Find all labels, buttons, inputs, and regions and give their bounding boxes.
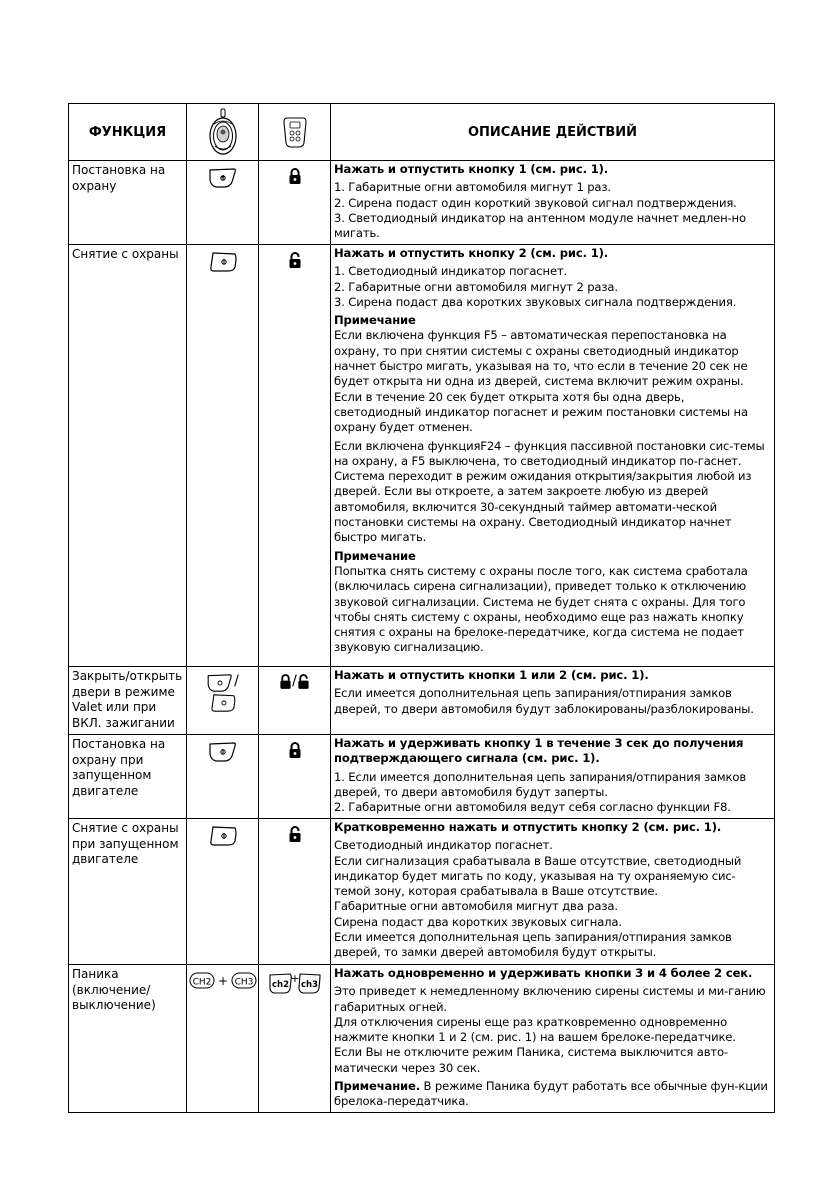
padlock-closed-icon	[279, 673, 292, 690]
description-line: Для отключения сирены еще раз кратковременно одновременно нажмите кнопки 1 и 2 (см. рис. 1) на вашем брелоке-передатчике.	[334, 1014, 736, 1045]
button-label-ch3: ch3	[300, 980, 318, 990]
pager-button-cell	[259, 161, 331, 245]
instruction: Кратковременно нажать и отпустить кнопку 2 (см. рис. 1).	[334, 820, 722, 834]
pager-button-cell	[259, 667, 331, 735]
description	[331, 245, 775, 667]
padlock-open-icon	[297, 673, 310, 690]
button-cell	[187, 965, 259, 1113]
instruction: Нажать и отпустить кнопку 1 (см. рис. 1).	[334, 162, 609, 176]
instruction: Нажать и отпустить кнопки 1 или 2 (см. рис. 1).	[334, 668, 649, 682]
table-row	[69, 735, 775, 819]
note-text: Если включена функцияF24 – функция пассивной постановки сис-темы на охрану, а F5 выключена, то светодиодный индикатор по-гаснет. Система переходит в режим ожидания открытия/закрытия любой из дверей. Если вы откроете, а затем закроете любую из дверей автомобиля, включится 30-секундный таймер автомати-ческой постановки системы на охрану. Светодиодный индикатор начнет быстро мигать.	[334, 438, 765, 545]
button-1-icon	[208, 167, 238, 189]
slash-separator: /	[292, 673, 297, 689]
functions-table	[68, 103, 775, 1113]
pager-button-cell	[259, 245, 331, 667]
padlock-open-icon	[288, 825, 302, 843]
header-remote-1	[187, 104, 259, 161]
table-row	[69, 819, 775, 965]
pager-button-cell	[259, 965, 331, 1113]
button-cell	[187, 819, 259, 965]
table-row	[69, 245, 775, 667]
description-line: Если имеется дополнительная цепь запирания/отпирания замков дверей, то двери автомобиля будут заблокированы/разблокированы.	[334, 686, 754, 716]
table-row	[69, 161, 775, 245]
table-header-row	[69, 104, 775, 161]
plus-sign: +	[289, 972, 300, 985]
header-function: ФУНКЦИЯ	[69, 104, 187, 161]
description	[331, 735, 775, 819]
button-2-icon	[208, 825, 238, 847]
description-line: Если имеется дополнительная цепь запирания/отпирания замков дверей, то замки дверей автомобиля будут открыты.	[334, 930, 732, 960]
button-1-icon	[208, 741, 238, 763]
description	[331, 819, 775, 965]
description-line: 2. Габаритные огни автомобиля мигнут 2 раза.	[334, 279, 618, 294]
header-remote-2	[259, 104, 331, 161]
button-label-ch2: CH2	[192, 977, 211, 988]
description-line: 3. Сирена подаст два коротких звуковых сигнала подтверждения.	[334, 294, 737, 309]
padlock-closed-icon	[288, 741, 302, 759]
button-cell	[187, 245, 259, 667]
description-line: Светодиодный индикатор погаснет.	[334, 838, 553, 853]
note-heading: Примечание	[334, 313, 416, 328]
description-line: 1. Если имеется дополнительная цепь запирания/отпирания замков дверей, то двери автомобиля будут заперты.	[334, 769, 747, 799]
button-2-icon	[208, 251, 238, 273]
function-name: Снятие с охраны	[69, 245, 187, 667]
note-text: Попытка снять систему с охраны после того, как система сработала (включилась сирена сигнализации), приведет только к отключению звуковой сигнализации. Система не будет снята с охраны. Для того чтобы снять систему с охраны, необходимо еще раз нажать кнопку снятия с охраны на брелоке-передатчике, когда система не подает звуковую сигнализацию.	[334, 563, 748, 655]
description-line: 1. Светодиодный индикатор погаснет.	[334, 264, 568, 279]
description	[331, 667, 775, 735]
note-heading: Примечание.	[334, 1079, 420, 1094]
instruction: Нажать одновременно и удерживать кнопки 3 и 4 более 2 сек.	[334, 966, 753, 980]
plus-sign: +	[217, 974, 228, 988]
pager-button-cell	[259, 819, 331, 965]
note-heading: Примечание	[334, 548, 416, 563]
function-name: Снятие с охраны при запущенном двигателе	[69, 819, 187, 965]
panic-buttons-icon	[189, 971, 257, 991]
pager-button-cell	[259, 735, 331, 819]
note-body: В режиме Паника будут работать все обычные фун-кции брелока-передатчика.	[334, 1079, 768, 1109]
table-row	[69, 667, 775, 735]
table-row	[69, 965, 775, 1113]
function-name: Постановка на охрану	[69, 161, 187, 245]
button-cell	[187, 735, 259, 819]
description-line: Сирена подаст два коротких звуковых сигнала.	[334, 914, 622, 929]
description-line: 1. Габаритные огни автомобиля мигнут 1 раз.	[334, 180, 611, 195]
description-line: Это приведет к немедленному включению сирены системы и ми-ганию габаритных огней.	[334, 984, 766, 1014]
description-line: 2. Сирена подаст один короткий звуковой сигнал подтверждения.	[334, 195, 737, 210]
button-label-ch2: ch2	[271, 980, 289, 990]
description	[331, 161, 775, 245]
function-name: Закрыть/открыть двери в режиме Valet или при ВКЛ. зажигании	[69, 667, 187, 735]
slash-separator: /	[234, 673, 239, 689]
function-name: Паника (включение/ выключение)	[69, 965, 187, 1113]
button-2-icon	[209, 693, 237, 713]
description-line: 2. Габаритные огни автомобиля ведут себя согласно функции F8.	[334, 800, 731, 815]
description-line: Габаритные огни автомобиля мигнут два раза.	[334, 899, 618, 914]
remote-pager-icon	[282, 115, 308, 149]
function-name: Постановка на охрану при запущенном двигателе	[69, 735, 187, 819]
button-label-ch3: CH3	[234, 977, 253, 988]
description-line: Если сигнализация срабатывала в Ваше отсутствие, светодиодный индикатор будет мигать по коду, указывая на ту охраняемую сис-темой зону, которая срабатывала в Ваше отсутствие.	[334, 853, 742, 899]
button-cell	[187, 667, 259, 735]
button-1-icon	[206, 673, 234, 693]
header-description: ОПИСАНИЕ ДЕЙСТВИЙ	[331, 104, 775, 161]
description-line: 3. Светодиодный индикатор на антенном модуле начнет медлен-но мигать.	[334, 210, 746, 241]
description-line: Если Вы не отключите режим Паника, система выключится авто-матически через 30 сек.	[334, 1045, 728, 1075]
padlock-open-icon	[288, 251, 302, 269]
instruction: Нажать и удерживать кнопку 1 в течение 3 сек до получения подтверждающего сигнала (см. рис. 1).	[334, 736, 744, 766]
panic-pager-buttons-icon	[268, 971, 322, 995]
button-cell	[187, 161, 259, 245]
note-text: Если включена функция F5 – автоматическая перепостановка на охрану, то при снятии системы с охраны светодиодный индикатор начнет быстро мигать, указывая на то, что если в течение 20 сек не будет открыта ни одна из дверей, система включит режим охраны. Если в течение 20 сек будет открыта хотя бы одна дверь, светодиодный индикатор погаснет и режим постановки системы на охрану будет отменен.	[334, 328, 748, 435]
padlock-closed-icon	[288, 167, 302, 185]
description	[331, 965, 775, 1113]
remote-transmitter-icon	[207, 108, 239, 156]
note-text	[334, 1079, 770, 1110]
instruction: Нажать и отпустить кнопку 2 (см. рис. 1).	[334, 246, 609, 260]
